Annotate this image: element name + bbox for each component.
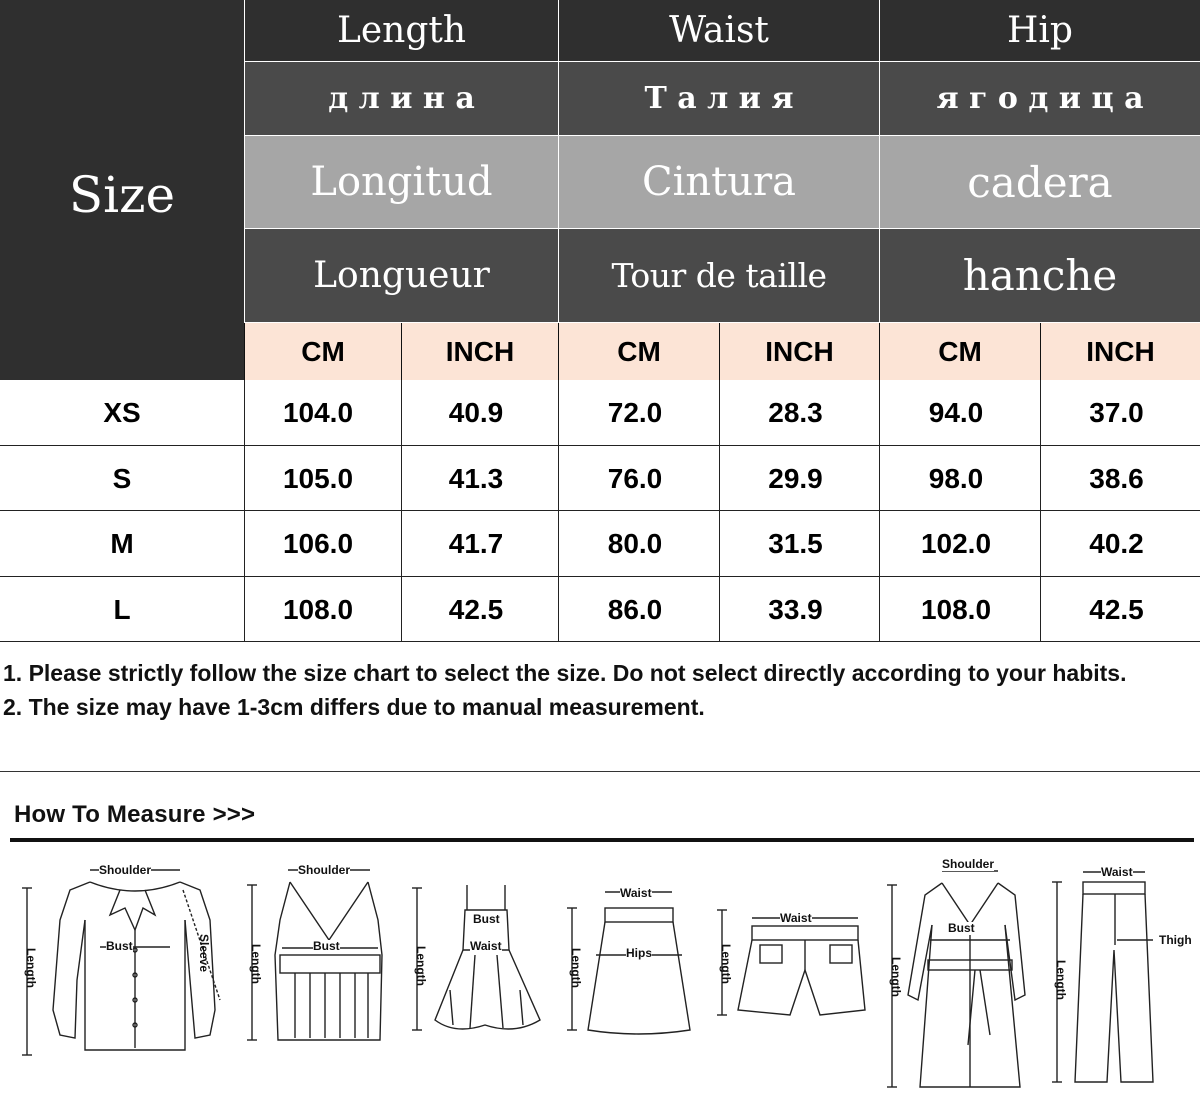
column-divider (719, 380, 720, 642)
blouse-bust-label: Bust (106, 939, 133, 953)
value-cell: 86.0 (607, 593, 663, 625)
note-2: 2. The size may have 1-3cm differs due to manual measurement. (3, 694, 705, 720)
coat-dress-figure (880, 855, 1045, 1100)
tank-bust-label: Bust (313, 939, 340, 953)
value-cell: 38.6 (1089, 462, 1144, 494)
skirt-figure (560, 880, 700, 1050)
size-notes (3, 656, 1193, 724)
value-cell: 42.5 (1089, 593, 1144, 625)
blouse-sleeve-label: Sleeve (197, 934, 211, 973)
col-waist-fr: Tour de taille (559, 229, 879, 322)
shorts-figure (710, 900, 870, 1030)
value-cell: 29.9 (768, 462, 823, 494)
pants-waist-label: Waist (1101, 865, 1133, 879)
col-hip-es: cadera (880, 136, 1200, 228)
value-cell: 41.3 (448, 462, 504, 494)
table-row (0, 577, 1200, 642)
unit-cm-waist: CM (559, 323, 719, 380)
how-to-measure-title: How To Measure >>> (14, 801, 256, 828)
blouse-figure (15, 860, 230, 1065)
size-cell: XS (103, 396, 141, 428)
coat-length-label: Length (889, 957, 903, 997)
size-chart-body (0, 380, 1200, 642)
value-cell: 33.9 (768, 593, 823, 625)
col-hip-fr: hanche (880, 229, 1200, 322)
value-cell: 37.0 (1089, 396, 1144, 428)
dress-bust-label: Bust (473, 912, 500, 926)
unit-divider (558, 323, 559, 380)
value-cell: 28.3 (768, 396, 823, 428)
unit-inch-length: INCH (402, 323, 558, 380)
col-waist-es: Cintura (559, 136, 879, 228)
unit-divider (1040, 323, 1041, 380)
blouse-length-label: Length (24, 948, 38, 988)
unit-divider (719, 323, 720, 380)
coat-dress-illustration (880, 855, 1045, 1100)
value-cell: 76.0 (607, 462, 663, 494)
column-divider (1040, 380, 1041, 642)
coat-shoulder-label: Shoulder (942, 857, 995, 871)
value-cell: 98.0 (928, 462, 984, 494)
value-cell: 80.0 (607, 527, 663, 559)
value-cell: 108.0 (920, 593, 992, 625)
tank-length-label: Length (249, 944, 263, 984)
column-divider (879, 380, 880, 642)
col-waist-en: Waist (559, 0, 879, 61)
value-cell: 104.0 (282, 396, 354, 428)
row-divider (0, 576, 1200, 577)
pants-thigh-label: Thigh (1159, 933, 1192, 947)
shorts-waist-label: Waist (780, 911, 812, 925)
col-length-es: Longitud (245, 136, 558, 228)
col-hip-ru: я г о д и ц а (880, 62, 1200, 135)
row-divider (0, 510, 1200, 511)
value-cell: 31.5 (768, 527, 823, 559)
column-divider (244, 380, 245, 642)
column-divider (558, 380, 559, 642)
size-cell: S (112, 462, 132, 494)
col-hip-en: Hip (880, 0, 1200, 61)
col-waist-ru: Т а л и я (559, 62, 879, 135)
tank-top-figure (240, 860, 390, 1060)
unit-cm-hip: CM (880, 323, 1040, 380)
col-length-ru: д л и н а (245, 62, 558, 135)
unit-inch-waist: INCH (720, 323, 879, 380)
size-header-label: Size (68, 166, 176, 224)
value-cell: 40.9 (448, 396, 504, 428)
size-header-cell (0, 0, 244, 380)
section-divider (0, 771, 1200, 772)
value-cell: 42.5 (448, 593, 504, 625)
skirt-hips-label: Hips (626, 946, 653, 960)
col-length-en: Length (245, 0, 558, 61)
unit-divider (879, 323, 880, 380)
value-cell: 94.0 (928, 396, 984, 428)
value-cell: 102.0 (920, 527, 992, 559)
pants-figure (1045, 860, 1195, 1095)
column-divider (401, 380, 402, 642)
table-row (0, 511, 1200, 576)
row-divider (0, 641, 1200, 642)
unit-divider (244, 323, 245, 380)
dress-length-label: Length (414, 946, 428, 986)
unit-inch-hip: INCH (1041, 323, 1200, 380)
dress-figure (405, 880, 555, 1055)
value-cell: 41.7 (448, 527, 504, 559)
unit-divider (401, 323, 402, 380)
value-cell: 105.0 (282, 462, 354, 494)
note-1: 1. Please strictly follow the size chart to select the size. Do not select directly according to your habits. (3, 660, 1127, 686)
value-cell: 72.0 (607, 396, 663, 428)
coat-bust-label: Bust (948, 921, 975, 935)
shorts-length-label: Length (719, 944, 733, 984)
dress-waist-label: Waist (470, 939, 502, 953)
pants-length-label: Length (1054, 960, 1068, 1000)
blouse-shoulder-label: Shoulder (99, 863, 152, 877)
skirt-length-label: Length (569, 948, 583, 988)
size-cell: L (113, 593, 131, 625)
value-cell: 40.2 (1089, 527, 1144, 559)
tank-shoulder-label: Shoulder (298, 863, 351, 877)
row-divider (0, 445, 1200, 446)
table-row (0, 380, 1200, 445)
col-length-fr: Longueur (245, 229, 558, 322)
value-cell: 108.0 (282, 593, 354, 625)
skirt-waist-label: Waist (620, 886, 652, 900)
how-to-measure-rule (10, 838, 1194, 842)
size-chart-header (0, 0, 1200, 380)
unit-cm-length: CM (245, 323, 401, 380)
size-cell: M (110, 527, 134, 559)
table-row (0, 446, 1200, 511)
value-cell: 106.0 (282, 527, 354, 559)
